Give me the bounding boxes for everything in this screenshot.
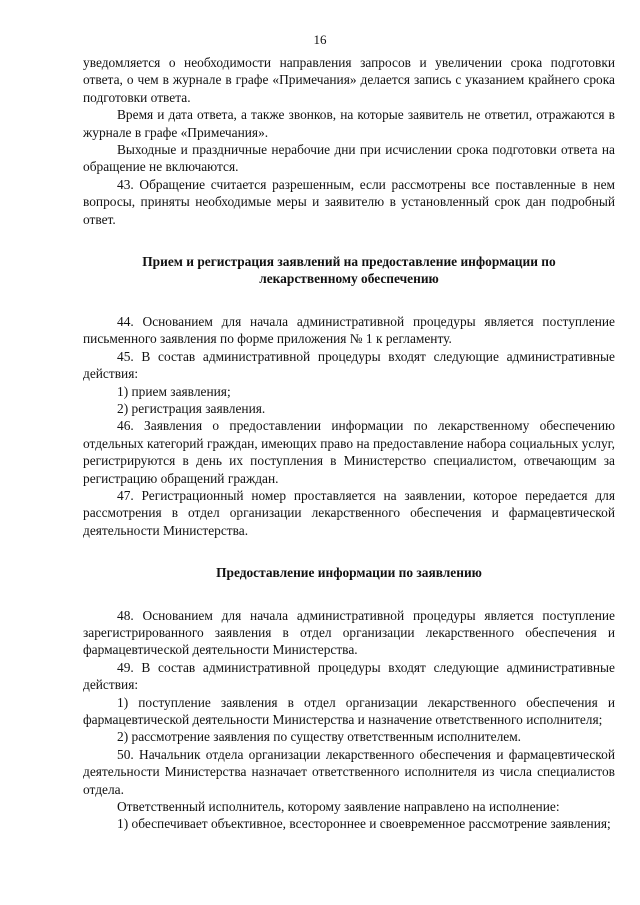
paragraph-item-43: 43. Обращение считается разрешенным, если рассмотрены все поставленные в нем вопросы, приняты необходимые меры и заявителю в установленный срок дан подробный ответ. (83, 176, 615, 227)
list-item: 1) поступление заявления в отдел организации лекарственного обеспечения и фармацевтической деятельности Министерства и назначение ответственного исполнителя; (83, 694, 615, 727)
list-item: 1) прием заявления; (117, 383, 231, 399)
paragraph-item-49: 49. В состав административной процедуры входят следующие административные действия: (83, 659, 615, 693)
paragraph-item-47: 47. Регистрационный номер проставляется на заявлении, которое передается для рассмотрения в отдел организации лекарственного обеспечения и фармацевтической деятельности Министерства. (83, 487, 615, 538)
page-number: 16 (313, 32, 327, 47)
paragraph: Ответственный исполнитель, которому заявление направлено на исполнение: (117, 799, 560, 815)
section-heading-reception: Прием и регистрация заявлений на предоставление информации по лекарственному обеспечению (142, 254, 556, 287)
paragraph: уведомляется о необходимости направления запросов и увеличении срока подготовки ответа, о чем в журнале в графе «Примечания» делается запись с указанием крайнего срока подготовки ответа. (83, 55, 615, 105)
paragraph: Время и дата ответа, а также звонков, на которые заявитель не ответил, отражаются в журнале в графе «Примечания». (83, 107, 615, 140)
document-body (83, 54, 615, 833)
paragraph-item-48: 48. Основанием для начала административной процедуры является поступление зарегистрированного заявления в отдел организации лекарственного обеспечения и фармацевтической деятельности Министерства. (83, 607, 615, 658)
section-heading-provision: Предоставление информации по заявлению (216, 565, 482, 581)
list-item: 2) регистрация заявления. (117, 400, 266, 416)
paragraph: Выходные и праздничные нерабочие дни при исчислении срока подготовки ответа на обращение не включаются. (83, 142, 615, 175)
paragraph-item-46: 46. Заявления о предоставлении информации по лекарственному обеспечению отдельных категорий граждан, имеющих право на предоставление набора социальных услуг, регистрируются в день их поступления в Министерство специалистом, отвечающим за регистрацию обращений граждан. (83, 418, 615, 486)
paragraph-item-44: 44. Основанием для начала административной процедуры является поступление письменного заявления по форме приложения № 1 к регламенту. (83, 313, 615, 347)
list-item: 2) рассмотрение заявления по существу ответственным исполнителем. (117, 729, 522, 745)
paragraph-item-50: 50. Начальник отдела организации лекарственного обеспечения и фармацевтической деятельности Министерства назначает ответственного исполнителя из числа специалистов отдела. (83, 746, 615, 797)
list-item: 1) обеспечивает объективное, всестороннее и своевременное рассмотрение заявления; (117, 816, 611, 832)
paragraph-item-45: 45. В состав административной процедуры входят следующие административные действия: (83, 348, 615, 382)
